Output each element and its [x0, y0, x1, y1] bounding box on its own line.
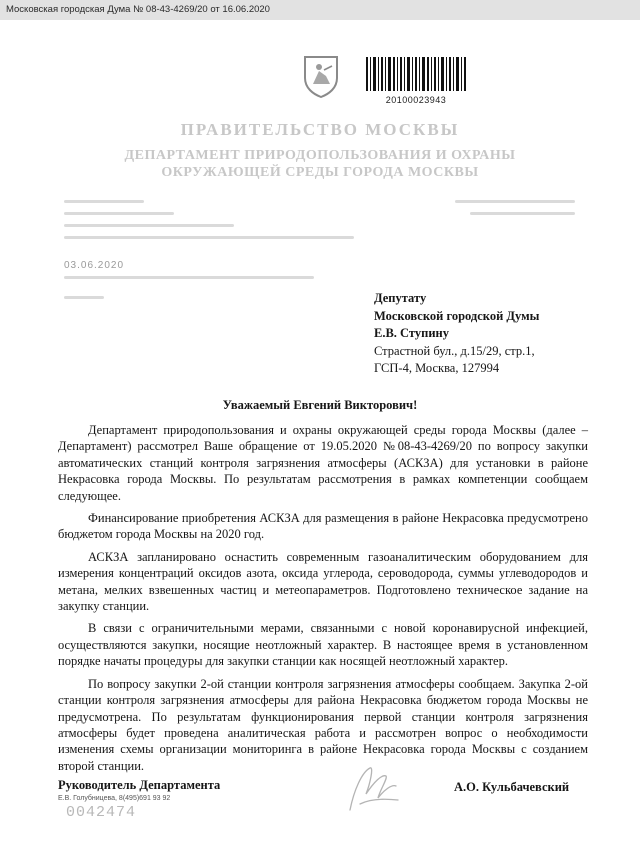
signer-title: Руководитель Департамента [58, 778, 221, 792]
header-bar-text: Московская городская Дума № 08-43-4269/20 от 16.06.2020 [6, 4, 270, 15]
registration-number: 0042474 [66, 804, 137, 821]
barcode-number: 20100023943 [385, 95, 447, 105]
moscow-coat-of-arms-icon [302, 54, 340, 98]
document-header-bar [0, 0, 640, 20]
signer-name: А.О. Кульбачевский [454, 780, 570, 794]
paragraph: АСКЗА запланировано оснастить современным газоаналитическим оборудованием для измерения концентраций оксидов азота, оксида углерода, сероводорода, суммы углеводородов и метана, мелких взвешенных частиц и метеопараметров. Подготовлено техническое задание на закупку станции. [58, 549, 588, 614]
paragraph: По вопросу закупки 2-ой станции контроля загрязнения атмосферы сообщаем. Закупка 2-ой станции контроля загрязнения атмосферы для района Некрасовка бюджетом города Москвы не предусмотрена. По результатам функционирования первой станции контроля загрязнения атмосферы будет проведена аналитическая работа и рассмотрен вопрос о необходимости изменения схемы организации мониторинга в районе Некрасовка города Москвы с созданием второй станции. [58, 676, 588, 773]
recipient-position: Депутату [374, 291, 427, 305]
paragraph: Финансирование приобретения АСКЗА для размещения в районе Некрасовка предусмотрено бюджетом города Москвы на 2020 год. [58, 511, 588, 542]
paragraph: Департамент природопользования и охраны окружающей среды города Москвы (далее – Департамент) рассмотрел Ваше обращение от 19.05.2020 №08-43-4269/20 по вопросу закупки автоматических станций контроля загрязнения атмосферы (АСКЗА) для установки в районе Некрасовка города Москвы. По результатам рассмотрения в рамках компетенции сообщаем следующее. [58, 423, 588, 503]
recipient-address: Страстной бул., д.15/29, стр.1, [374, 343, 535, 358]
executor-contact: Е.В. Голубницева, 8(495)691 93 92 [58, 795, 171, 802]
recipient-postal: ГСП-4, Москва, 127994 [374, 361, 500, 375]
greeting: Уважаемый Евгений Викторович! [222, 398, 418, 412]
recipient-block [374, 290, 539, 378]
paragraph: В связи с ограничительными мерами, связанными с новой коронавирусной инфекцией, осуществляются закупки, носящие неотложный характер. В настоящее время в установленном порядке начаты процедуры для закупки станции как носящей неотложный характер. [58, 621, 588, 669]
letterhead-department: ДЕПАРТАМЕНТ ПРИРОДОПОЛЬЗОВАНИЯ И ОХРАНЫ [124, 148, 516, 163]
recipient-organization: Московской городской Думы [374, 308, 540, 323]
handwritten-signature-icon [340, 760, 410, 820]
registration-date-stamp: 03.06.2020 [64, 260, 125, 271]
recipient-name: Е.В. Ступину [374, 326, 449, 340]
letterhead-government: ПРАВИТЕЛЬСТВО МОСКВЫ [180, 120, 460, 139]
letter-body [58, 422, 588, 780]
barcode-icon [366, 57, 466, 91]
letterhead-department-cont: ОКРУЖАЮЩЕЙ СРЕДЫ ГОРОДА МОСКВЫ [161, 165, 479, 180]
